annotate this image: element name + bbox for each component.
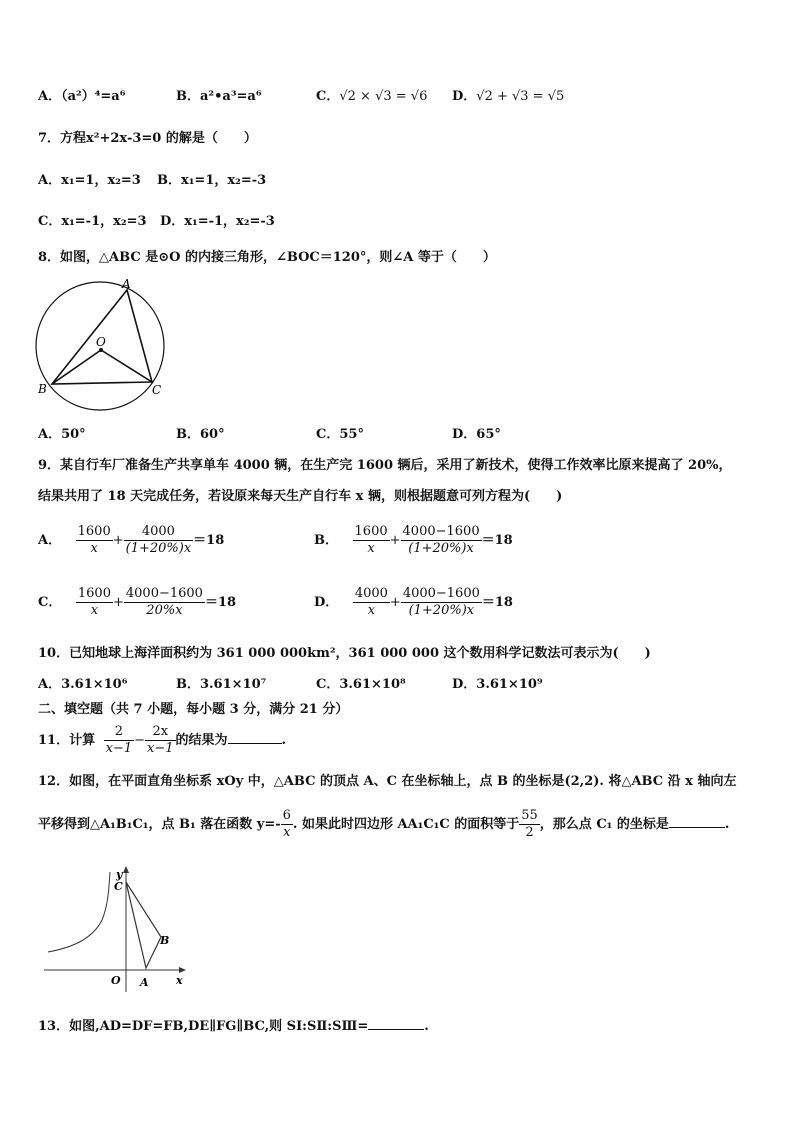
numerator: 1600: [77, 524, 111, 539]
q9-option-d: [314, 586, 513, 619]
denominator: 20%x: [146, 603, 183, 618]
segment-ob: [52, 350, 101, 384]
label-b: B: [160, 934, 170, 947]
q6-option-c: [316, 88, 427, 106]
q10-stem: 10．已知地球上海洋面积约为 361 000 000km²，361 000 000 这个数用科学记数法可表示为( ): [38, 646, 651, 661]
equation-rhs: ＝18: [204, 595, 237, 610]
q9-option-c-label: C．: [38, 595, 62, 610]
numerator: 4000−1600: [402, 586, 480, 601]
plus-sign: +: [112, 533, 124, 548]
fraction: [76, 524, 113, 557]
answer-blank[interactable]: [669, 815, 725, 828]
denominator: (1+20%)x: [125, 541, 192, 556]
equation-rhs: ＝18: [481, 533, 513, 548]
label-x: x: [176, 974, 183, 987]
numerator: 2: [104, 724, 135, 741]
q6-option-c-expr: √2 × √3 = √6: [339, 89, 428, 104]
fraction: [124, 524, 194, 557]
q12-text-post: ，那么点 C₁ 的坐标是: [539, 817, 669, 832]
q12-line-2: [38, 808, 729, 841]
q8-stem: 8．如图，△ABC 是⊙O 的内接三角形，∠BOC＝120°，则∠A 等于（ ）: [38, 250, 496, 265]
label-a: A: [140, 976, 149, 989]
denominator: 2: [525, 825, 534, 840]
q9-option-a: [38, 524, 224, 557]
label-c: C: [152, 383, 162, 397]
triangle-abc: [126, 882, 161, 968]
q10-option-a: A．3.61×10⁶: [38, 677, 128, 692]
plus-sign: +: [389, 533, 401, 548]
q6-option-d: [452, 88, 564, 106]
q8-option-a: A．50°: [38, 427, 86, 442]
fraction: [519, 808, 540, 841]
fraction: [104, 724, 135, 757]
denominator: x: [90, 603, 99, 618]
equation-rhs: ＝18: [193, 533, 225, 548]
label-c: C: [114, 880, 123, 893]
q6-option-c-label: C．: [316, 89, 340, 104]
q8-option-d: D．65°: [452, 427, 501, 442]
denominator: x: [367, 541, 375, 556]
minus-sign: −: [134, 733, 146, 748]
fraction: [124, 586, 205, 619]
q9-option-a-label: A．: [38, 533, 62, 548]
fraction: [353, 586, 390, 619]
q6-option-d-expr: √2 + √3 = √5: [476, 89, 565, 104]
q13-text: 13．如图,AD=DF=FB,DE∥FG∥BC,则 SⅠ:SⅡ:SⅢ=: [38, 1019, 369, 1034]
q7-option-a: A．x₁=1，x₂=3: [38, 173, 141, 188]
fraction: [145, 724, 176, 757]
plus-sign: +: [112, 595, 124, 610]
q12-text-pre: 平移得到△A₁B₁C₁，点 B₁ 落在函数 y=-: [38, 817, 281, 832]
q13: [38, 1017, 429, 1036]
fraction: [76, 586, 113, 619]
x-axis-arrow: [179, 967, 186, 973]
q11-suffix: 的结果为: [175, 733, 228, 748]
period: .: [281, 733, 287, 748]
q9-option-b: [314, 524, 513, 557]
label-a: A: [122, 277, 131, 291]
q9-option-c: [38, 586, 236, 619]
q7-option-d: D．x₁=-1，x₂=-3: [160, 214, 275, 229]
q9-stem-line-2: 结果共用了 18 天完成任务，若设原来每天生产自行车 x 辆，则根据题意可列方程为( ): [38, 489, 563, 504]
fraction: [401, 586, 482, 619]
q10-option-d: D．3.61×10⁹: [452, 677, 543, 692]
fraction: [353, 524, 390, 557]
q12-text-mid: . 如果此时四边形 AA₁C₁C 的面积等于: [292, 817, 520, 832]
period: .: [724, 817, 730, 832]
y-axis-arrow: [123, 866, 129, 873]
q6-option-b: B．a²•a³=a⁶: [176, 89, 262, 104]
q6-option-a: A．（a²）⁴=a⁶: [38, 89, 126, 104]
q6-option-d-label: D．: [452, 89, 477, 104]
fraction: [401, 524, 482, 557]
q12-coordinate-figure: [40, 862, 190, 992]
q9-option-d-label: D．: [314, 595, 339, 610]
equation-rhs: ＝18: [481, 595, 513, 610]
denominator: x−1: [105, 741, 133, 756]
q8-circle-figure: [32, 276, 172, 416]
section-heading-fill-in: 二、填空题（共 7 小题，每小题 3 分，满分 21 分）: [38, 702, 349, 717]
q9-option-b-label: B．: [314, 533, 338, 548]
hyperbola-curve: [48, 872, 110, 952]
numerator: 55: [521, 808, 538, 823]
period: .: [424, 1019, 429, 1034]
numerator: 4000−1600: [125, 586, 203, 601]
q8-option-b: B．60°: [176, 427, 225, 442]
denominator: x: [90, 541, 98, 556]
q10-option-b: B．3.61×10⁷: [176, 677, 267, 692]
denominator: x: [367, 603, 376, 618]
denominator: (1+20%)x: [408, 603, 475, 618]
q11: [38, 724, 286, 757]
denominator: (1+20%)x: [408, 541, 474, 556]
numerator: 4000: [354, 586, 388, 601]
label-b: B: [38, 382, 47, 396]
numerator: 1600: [354, 524, 388, 539]
q7-option-c: C．x₁=-1，x₂=3: [38, 214, 147, 229]
numerator: 6: [282, 808, 291, 823]
q7-option-b: B．x₁=1，x₂=-3: [157, 173, 267, 188]
numerator: 4000: [124, 524, 194, 541]
label-o: O: [111, 974, 121, 987]
answer-blank[interactable]: [228, 731, 282, 744]
q12-line-1: 12．如图，在平面直角坐标系 xOy 中，△ABC 的顶点 A、C 在坐标轴上，点 B 的坐标是(2,2). 将△ABC 沿 x 轴向左: [38, 774, 737, 789]
q9-stem-line-1: 9．某自行车厂准备生产共享单车 4000 辆，在生产完 1600 辆后，采用了新技术，使得工作效率比原来提高了 20%，: [38, 458, 732, 473]
fraction: [281, 808, 293, 841]
answer-blank[interactable]: [368, 1017, 424, 1030]
q10-option-c: C．3.61×10⁸: [316, 677, 406, 692]
denominator: x: [283, 825, 291, 840]
label-o: O: [96, 335, 106, 349]
q11-prefix: 11．计算: [38, 733, 96, 748]
q8-option-c: C．55°: [316, 427, 364, 442]
numerator: 1600: [77, 586, 111, 601]
numerator: 4000−1600: [402, 524, 480, 539]
numerator: 2x: [145, 724, 176, 741]
label-y: y: [116, 868, 123, 881]
denominator: x−1: [147, 741, 174, 756]
plus-sign: +: [389, 595, 401, 610]
q7-stem: 7．方程x²+2x-3=0 的解是（ ）: [38, 131, 257, 146]
